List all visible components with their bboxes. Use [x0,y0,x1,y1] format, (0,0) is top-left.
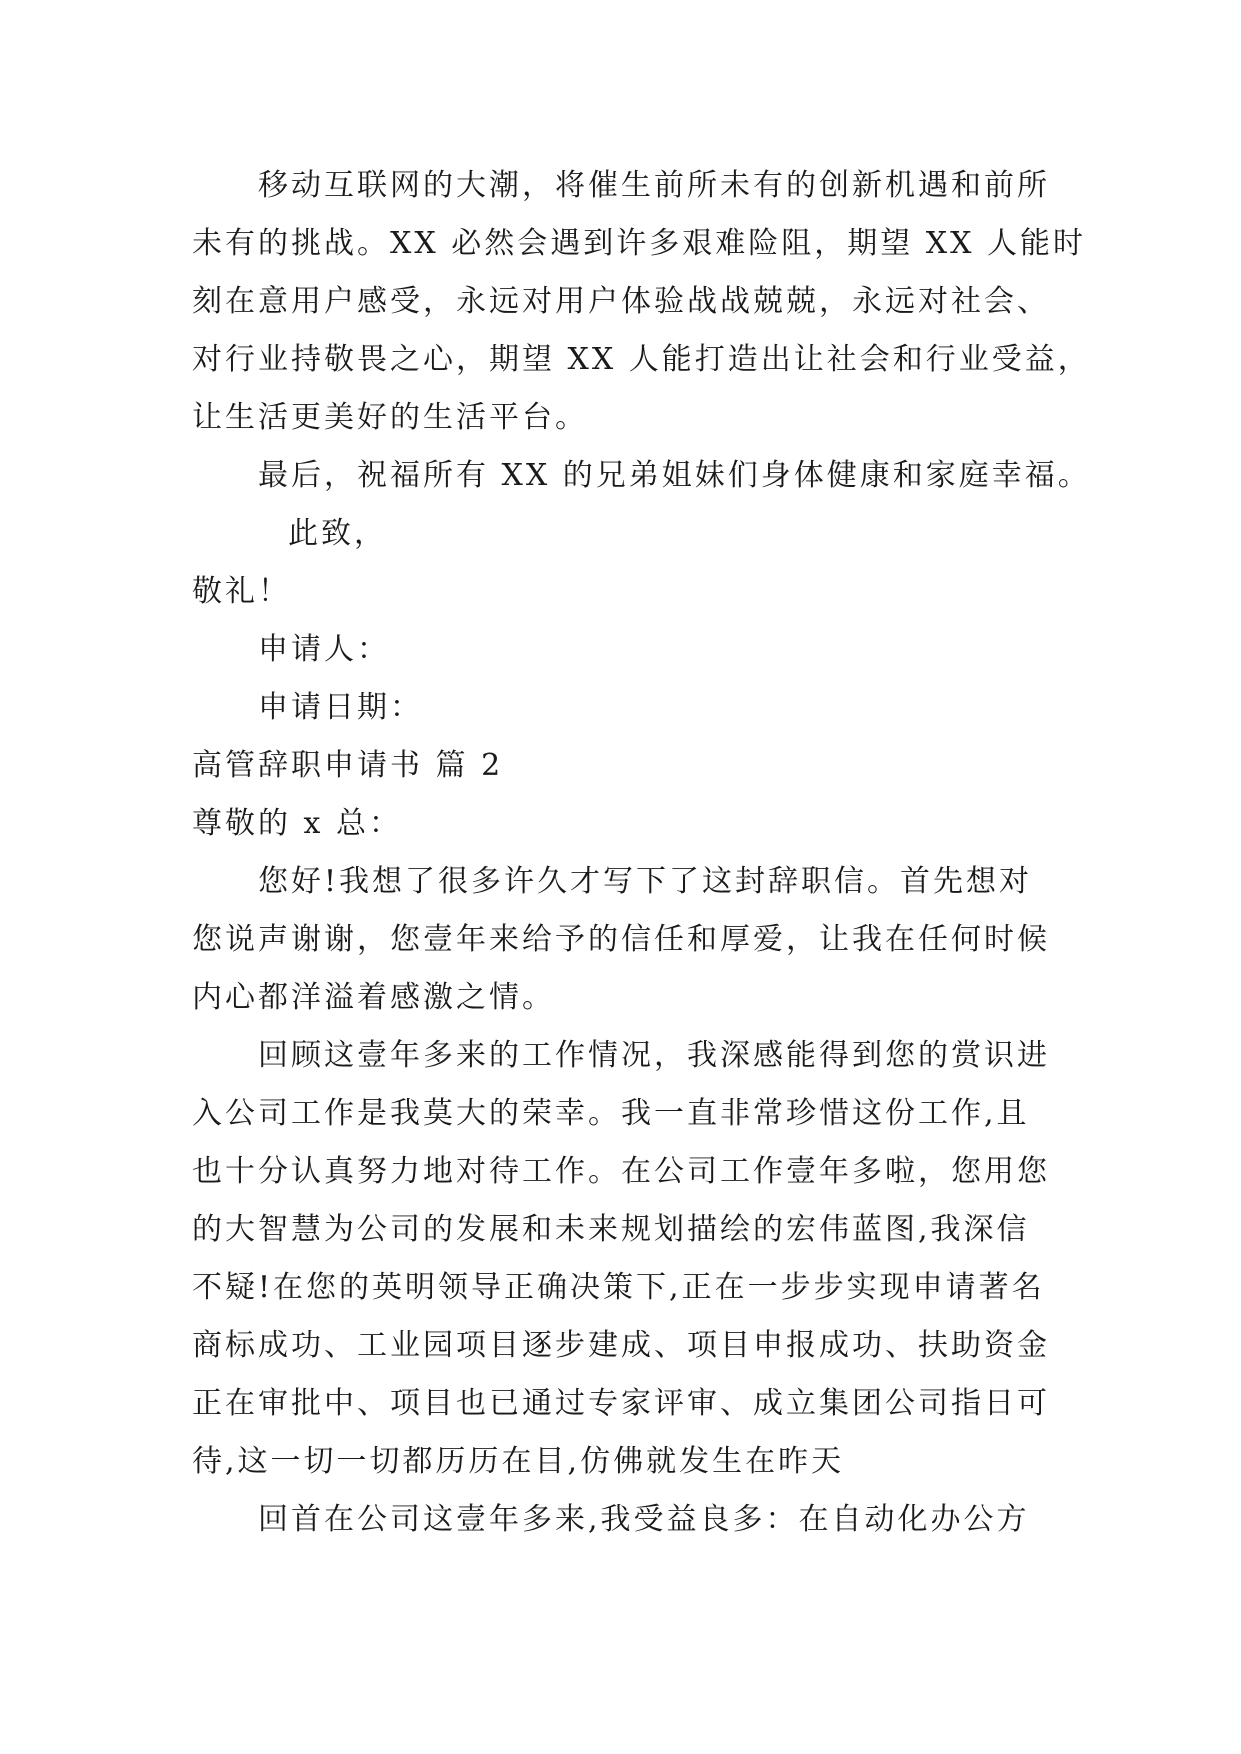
paragraph-line: 回顾这壹年多来的工作情况，我深感能得到您的赏识进 [258,1038,1050,1073]
paragraph-line: 商标成功、工业园项目逐步建成、项目申报成功、扶助资金 [192,1328,1050,1363]
paragraph-line: 您好!我想了很多许久才写下了这封辞职信。首先想对 [258,864,1033,899]
paragraph-line: 的大智慧为公司的发展和未来规划描绘的宏伟蓝图,我深信 [192,1212,1030,1247]
closing-line: 此致， [288,516,387,551]
paragraph-line: 也十分认真努力地对待工作。在公司工作壹年多啦，您用您 [192,1154,1050,1189]
paragraph-line: 正在审批中、项目也已通过专家评审、成立集团公司指日可 [192,1386,1050,1421]
paragraph-line: 让生活更美好的生活平台。 [192,400,588,435]
paragraph-line: 最后，祝福所有 XX 的兄弟姐妹们身体健康和家庭幸福。 [258,458,1091,493]
paragraph-line: 待,这一切一切都历历在目,仿佛就发生在昨天 [192,1444,845,1479]
paragraph-line: 入公司工作是我莫大的荣幸。我一直非常珍惜这份工作,且 [192,1096,1030,1131]
paragraph-line: 回首在公司这壹年多来,我受益良多：在自动化办公方 [258,1502,1030,1537]
applicant-label: 申请人： [258,632,390,667]
paragraph-line: 刻在意用户感受，永远对用户体验战战兢兢，永远对社会、 [192,284,1050,319]
paragraph-line: 您说声谢谢，您壹年来给予的信任和厚爱，让我在任何时候 [192,922,1050,957]
application-date-label: 申请日期： [258,690,423,725]
salutation-line: 敬礼！ [192,574,291,609]
paragraph-line: 未有的挑战。XX 必然会遇到许多艰难险阻，期望 XX 人能时 [192,226,1087,261]
paragraph-line: 内心都洋溢着感激之情。 [192,980,555,1015]
paragraph-line: 不疑!在您的英明领导正确决策下,正在一步步实现申请著名 [192,1270,1045,1305]
greeting-line: 尊敬的 x 总： [192,806,402,841]
paragraph-line: 对行业持敬畏之心，期望 XX 人能打造出让社会和行业受益， [192,342,1091,377]
section-title: 高管辞职申请书 篇 2 [192,748,504,783]
paragraph-line: 移动互联网的大潮，将催生前所未有的创新机遇和前所 [258,168,1050,203]
